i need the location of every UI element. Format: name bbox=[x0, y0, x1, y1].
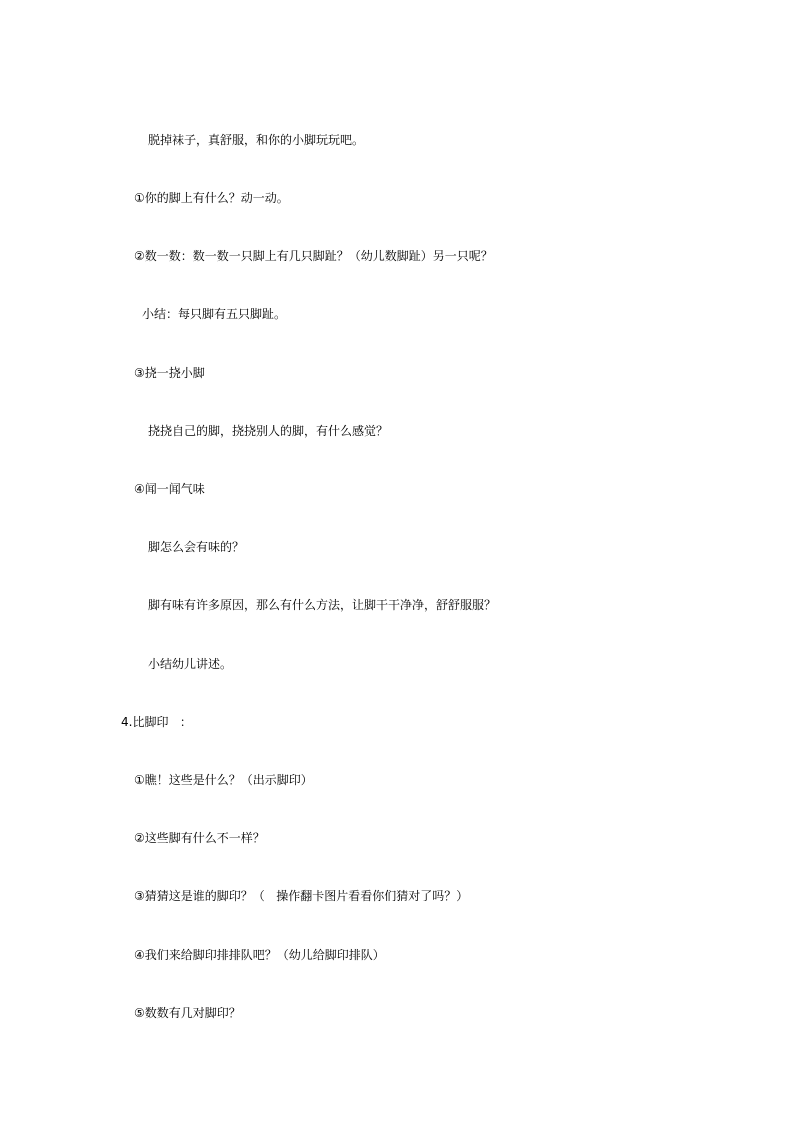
paragraph-tickle-question: 挠挠自己的脚，挠挠别人的脚，有什么感觉？ bbox=[148, 424, 389, 438]
summary-five-toes: 小结：每只脚有五只脚趾。 bbox=[142, 307, 287, 321]
item-count-pairs: ⑤数数有几对脚印？ bbox=[134, 1006, 241, 1020]
item-guess-whose: ③猜猜这是谁的脚印？（ 操作翻卡图片看看你们猜对了吗？） bbox=[134, 889, 469, 903]
paragraph-clean-feet: 脚有味有许多原因，那么有什么方法，让脚干干净净，舒舒服服？ bbox=[148, 598, 497, 612]
summary-children-describe: 小结幼儿讲述。 bbox=[148, 657, 233, 671]
item-smell: ④闻一闻气味 bbox=[134, 482, 205, 496]
section-heading-footprints: 4.比脚印 ： bbox=[121, 715, 192, 729]
item-what-on-foot: ①你的脚上有什么？动一动。 bbox=[134, 191, 289, 205]
item-how-different: ②这些脚有什么不一样？ bbox=[134, 831, 265, 845]
item-count-toes: ②数一数：数一数一只脚上有几只脚趾？（幼儿数脚趾）另一只呢？ bbox=[134, 249, 493, 263]
item-line-up-footprints: ④我们来给脚印排排队吧？（幼儿给脚印排队） bbox=[134, 948, 385, 962]
item-what-are-these: ①瞧！这些是什么？（出示脚印） bbox=[134, 773, 313, 787]
paragraph-why-smell: 脚怎么会有味的？ bbox=[148, 540, 245, 554]
item-tickle-feet: ③挠一挠小脚 bbox=[134, 366, 205, 380]
paragraph-take-off-socks: 脱掉袜子，真舒服，和你的小脚玩玩吧。 bbox=[148, 133, 365, 147]
